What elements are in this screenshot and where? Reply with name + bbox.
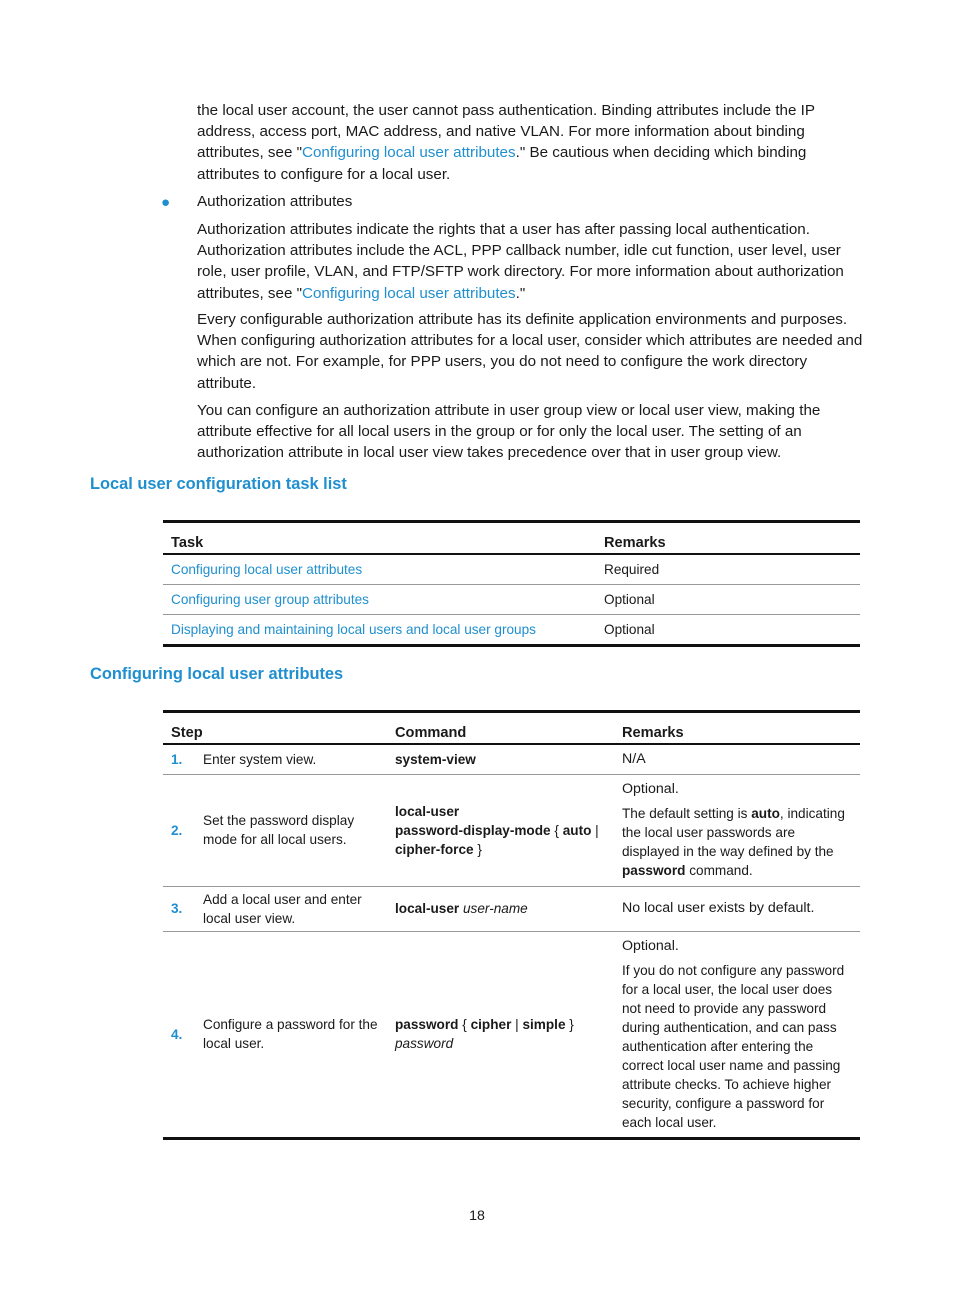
task-list-table <box>163 520 860 647</box>
bullet-label: Authorization attributes <box>197 193 353 210</box>
command-cell <box>395 744 622 774</box>
authorization-purpose-paragraph: Every configurable authorization attribute has its definite application environments and purposes. When configuring authorization attributes for a local user, consider which attributes are needed and which are not. For example, for PPP users, you do not need to configure the work directory attribute. <box>197 311 863 392</box>
bullet-dot-icon: ● <box>161 194 171 211</box>
configuring-local-user-attributes-link[interactable]: Configuring local user attributes <box>302 144 516 162</box>
table-header-row <box>163 712 860 745</box>
command-cell: local-user user-name <box>395 886 622 931</box>
column-header-step: Step <box>163 712 395 745</box>
authorization-view-paragraph: You can configure an authorization attribute in user group view or local user view, making the attribute effective for all local users in the group or for only the local user. The setting of an authorization attribute in local user view takes precedence over that in user group view. <box>197 402 821 462</box>
step-number: 4. <box>171 1026 183 1042</box>
remarks-cell: No local user exists by default. <box>622 886 860 931</box>
page-number: 18 <box>469 1208 485 1224</box>
remarks-cell: Required <box>604 554 860 585</box>
remarks-cell: N/A <box>622 744 860 774</box>
column-header-command: Command <box>395 712 622 745</box>
task-link[interactable]: Displaying and maintaining local users and local user groups <box>171 622 536 637</box>
table-row <box>163 554 860 585</box>
authorization-attributes-paragraph: Authorization attributes indicate the rights that a user has after passing local authentication. Authorization attributes include the ACL, PPP callback number, idle cut function, user level, user role, user profile, VLAN, and FTP/SFTP work directory. For more information about authorization attributes, see "Configuring local user attributes." <box>197 221 844 302</box>
command-cell: local-user password-display-mode { auto | cipher-force } <box>395 774 622 886</box>
step-description: Set the password display mode for all local users. <box>203 774 395 886</box>
remarks-cell: Optional. If you do not configure any password for a local user, the local user does not need to provide any password during authentication, and can pass authentication after entering the correct local user name and passing attribute checks. To achieve higher security, configure a password for each local user. <box>622 937 845 1130</box>
configuring-local-user-attributes-link[interactable]: Configuring local user attributes <box>302 284 516 302</box>
step-description: Enter system view. <box>203 744 395 774</box>
column-header-task: Task <box>163 522 604 555</box>
binding-attributes-paragraph: the local user account, the user cannot pass authentication. Binding attributes include the IP address, access port, MAC address, and native VLAN. For more information about binding attributes, see "Configuring local user attributes." Be cautious when deciding which binding attributes to configure for a local user. <box>197 102 816 183</box>
remarks-cell: Optional <box>604 585 860 615</box>
table-row <box>163 931 860 1138</box>
step-description: Add a local user and enter local user view. <box>203 886 395 931</box>
step-number: 3. <box>163 886 203 931</box>
column-header-remarks: Remarks <box>622 712 860 745</box>
configuration-steps-table <box>163 710 860 1140</box>
task-link[interactable]: Configuring local user attributes <box>171 562 363 577</box>
remarks-cell: Optional. The default setting is auto, indicating the local user passwords are displayed in the way defined by the password command. <box>622 774 860 886</box>
table-row <box>163 774 860 886</box>
table-row <box>163 585 860 615</box>
column-header-remarks: Remarks <box>604 522 860 555</box>
table-header-row <box>163 522 860 555</box>
local-user-attributes-heading: Configuring local user attributes <box>90 665 344 683</box>
table-row <box>163 744 860 774</box>
task-link[interactable]: Configuring user group attributes <box>171 592 369 607</box>
command-cell: password { cipher | simple } password <box>395 1017 574 1051</box>
step-number: 1. <box>163 744 203 774</box>
task-list-heading: Local user configuration task list <box>90 475 347 493</box>
step-number: 2. <box>163 774 203 886</box>
table-row <box>163 886 860 931</box>
command-keyword: system-view <box>395 751 476 767</box>
remarks-cell: Optional <box>604 622 655 637</box>
step-description: Configure a password for the local user. <box>203 1017 378 1051</box>
table-row <box>163 615 860 646</box>
